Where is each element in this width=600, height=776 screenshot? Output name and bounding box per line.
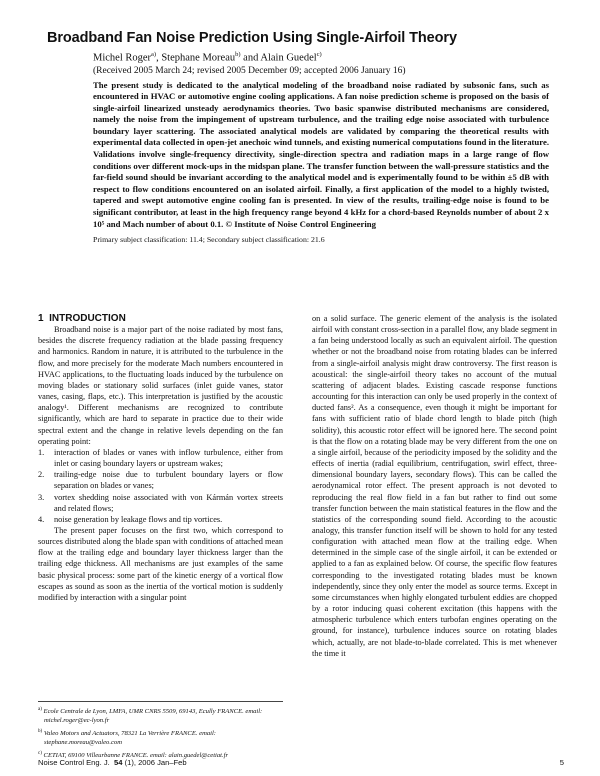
right-column [312, 313, 557, 659]
footnote: $^{a)}$ Ecole Centrale de Lyon, LMFA, UMR CNRS 5509, 69143, Ecully FRANCE. email: michel.roger@ec-lyon.fr [38, 707, 263, 725]
body-paragraph: Broadband noise is a major part of the noise radiated by most fans, besides the discrete frequency radiation at the blade passing frequency and harmonics. Random in nature, it is attributed to the turbulence in the flow, and more precisely for the moderate Mach numbers encountered in HVAC applications, to the fluctuating loads induced by the turbulence on moving blades or stationary solid surfaces (inlet guide vanes, stator vanes, casing, flaps, etc.). This interpretation is justified by the acoustic analogy¹. Different mechanisms are recognized to contribute significantly, which are hard to separate in practice due to their wide spectral extent and the change in relative levels depending on the fan operating point: [38, 325, 283, 446]
author-list: Michel Roger$^{a)}$, Stephane Moreau$^{b)}$ and Alain Guedel$^{c)}$ [93, 51, 322, 64]
journal-volume: 54 [114, 758, 123, 767]
footnotes [38, 701, 283, 763]
author-mark: c) [316, 51, 322, 58]
author-name: Alain Guedel [260, 52, 317, 64]
footnote: $^{c)}$ CETIAT, 69100 Villeurbanne FRANCE. email: alain.guedel@cetiat.fr [38, 751, 229, 760]
received-dates: (Received 2005 March 24; revised 2005 December 09; accepted 2006 January 16) [93, 65, 406, 76]
author-mark: b) [235, 51, 241, 58]
author-name: Stephane Moreau [161, 52, 236, 64]
footnote: $^{b)}$ Valeo Motors and Actuators, 78321 La Verrière FRANCE. email: stephane.moreau@valeo.com [38, 729, 216, 747]
journal-issue: (1), 2006 Jan–Feb [124, 758, 187, 767]
section-number: 1 [38, 313, 44, 324]
mechanism-list [38, 447, 283, 525]
body-paragraph: The present paper focuses on the first two, which correspond to sources distributed along the blade span with conditions of attached mean flow at the trailing edge and boundary layer thickness larger than the trailing edge thickness. All mechanisms are just examples of the same basic physical process: some part of the kinetic energy of a vortical flow escapes as sound as soon as the inertia of the vortical motion is suddenly modified by interaction with a singular point [38, 525, 283, 602]
author-name: Michel Roger [93, 52, 152, 64]
abstract: The present study is dedicated to the analytical modeling of the broadband noise radiated by subsonic fans, such as encountered in HVAC or automotive engine cooling applications. A fan noise prediction scheme is proposed on the basis of single-airfoil linearized unsteady aerodynamics theories. Two basic spanwise distributed mechanisms are considered, namely the noise from the impingement of upstream turbulence, and the trailing edge noise associated with turbulence boundary layer scattering. The associated analytical models are validated by comparing the theoretical results with experimental data collected in open-jet anechoic wind tunnels, and existing numerical computations found in the literature. Validations involve single-frequency directivity, single-direction spectra and radiation maps in a large range of flow conditions over different mock-ups in the midspan plane. The transfer function between the wall-pressure statistics and the far-field sound should be invariant according to the analytical model and is experimentally found to be within ±5 dB with respect to flow conditions encountered on an isolated airfoil. Finally, a first application of the model to a highly twisted, tapered and swept automotive engine cooling fan is presented. In view of the results, trailing-edge noise is found to be significant contributor, at least in the high frequency range beyond 4 kHz for a chord-based Reynolds number of about 2 x 10⁵ and Mach number of about 0.1. © Institute of Noise Control Engineering [93, 79, 549, 229]
paper-title: Broadband Fan Noise Prediction Using Single-Airfoil Theory [47, 30, 457, 46]
section-heading [38, 313, 283, 324]
article-header [35, 30, 565, 244]
left-column [38, 313, 283, 603]
list-item: 1. interaction of blades or vanes with inflow turbulence, either from inlet or casing boundary layers or upstream wakes; [38, 447, 283, 469]
list-item: 4. noise generation by leakage flows and tip vortices. [38, 514, 223, 524]
author-mark: a) [151, 51, 157, 58]
subject-classification: Primary subject classification: 11.4; Secondary subject classification: 21.6 [93, 235, 325, 245]
journal-name: Noise Control Eng. J. [38, 758, 110, 767]
section-title: INTRODUCTION [49, 313, 126, 324]
page-number: 5 [559, 758, 564, 767]
list-item: 3. vortex shedding noise associated with von Kármán vortex streets and related flows; [38, 492, 283, 513]
page-footer [38, 758, 564, 767]
body-paragraph: on a solid surface. The generic element of the analysis is the isolated airfoil with constant cross-section in a parallel flow, any blade segment in a fan being understood locally as such an equivalent airfoil. The question whether or not the broadband noise from rotating blades can be inferred from a single-airfoil analysis might draw controversy. The first reason is acoustical: the single-airfoil theory takes no account of the mutual scattering of adjacent blades. Existing cascade response functions accounting for this interaction can only be used properly in the context of ducted fans². As a consequence, even though it might be important for fans with sufficient ratio of blade chord length to blade pitch (high solidity), this acoustic rotor effect will be ignored here. The second point is that the flow on a rotating blade may be very different from the one on a single airfoil, because of the periodicity imposed by the solidity and the effects of inertia (radial equilibrium, centrifugation, swirl effect, three-dimensional boundary layers, secondary flows). This can be called the aerodynamical rotor effect. The present approach is not devoted to reproducing the real flow field in a fan but rather to find out some transfer function between the main statistical features in the flow and the statistics of the corresponding sound field. According to the acoustic analogy, this transfer function itself will be shown to hold for any tested configuration with attached mean flow at the trailing edge. When determined in the simple case of the single airfoil, it can be extended or applied to a fan as explained below. Of course, the specific flow features corresponding to the investigated rotating blades must be known independently, since they only enter the model as source terms. Except in some circumstances when highly elongated turbulent eddies are chopped by a rotor inducing quasi coherent excitation (this happens with the atmospheric turbulence which enters turbofan engines operating on the ground, for instance), turbulence induces source on rotating blades which, actually, are not blade-to-blade correlated. This is met whenever the time it [312, 314, 557, 658]
list-item: 2. trailing-edge noise due to turbulent boundary layers or flow separation on blades or vanes; [38, 470, 283, 491]
